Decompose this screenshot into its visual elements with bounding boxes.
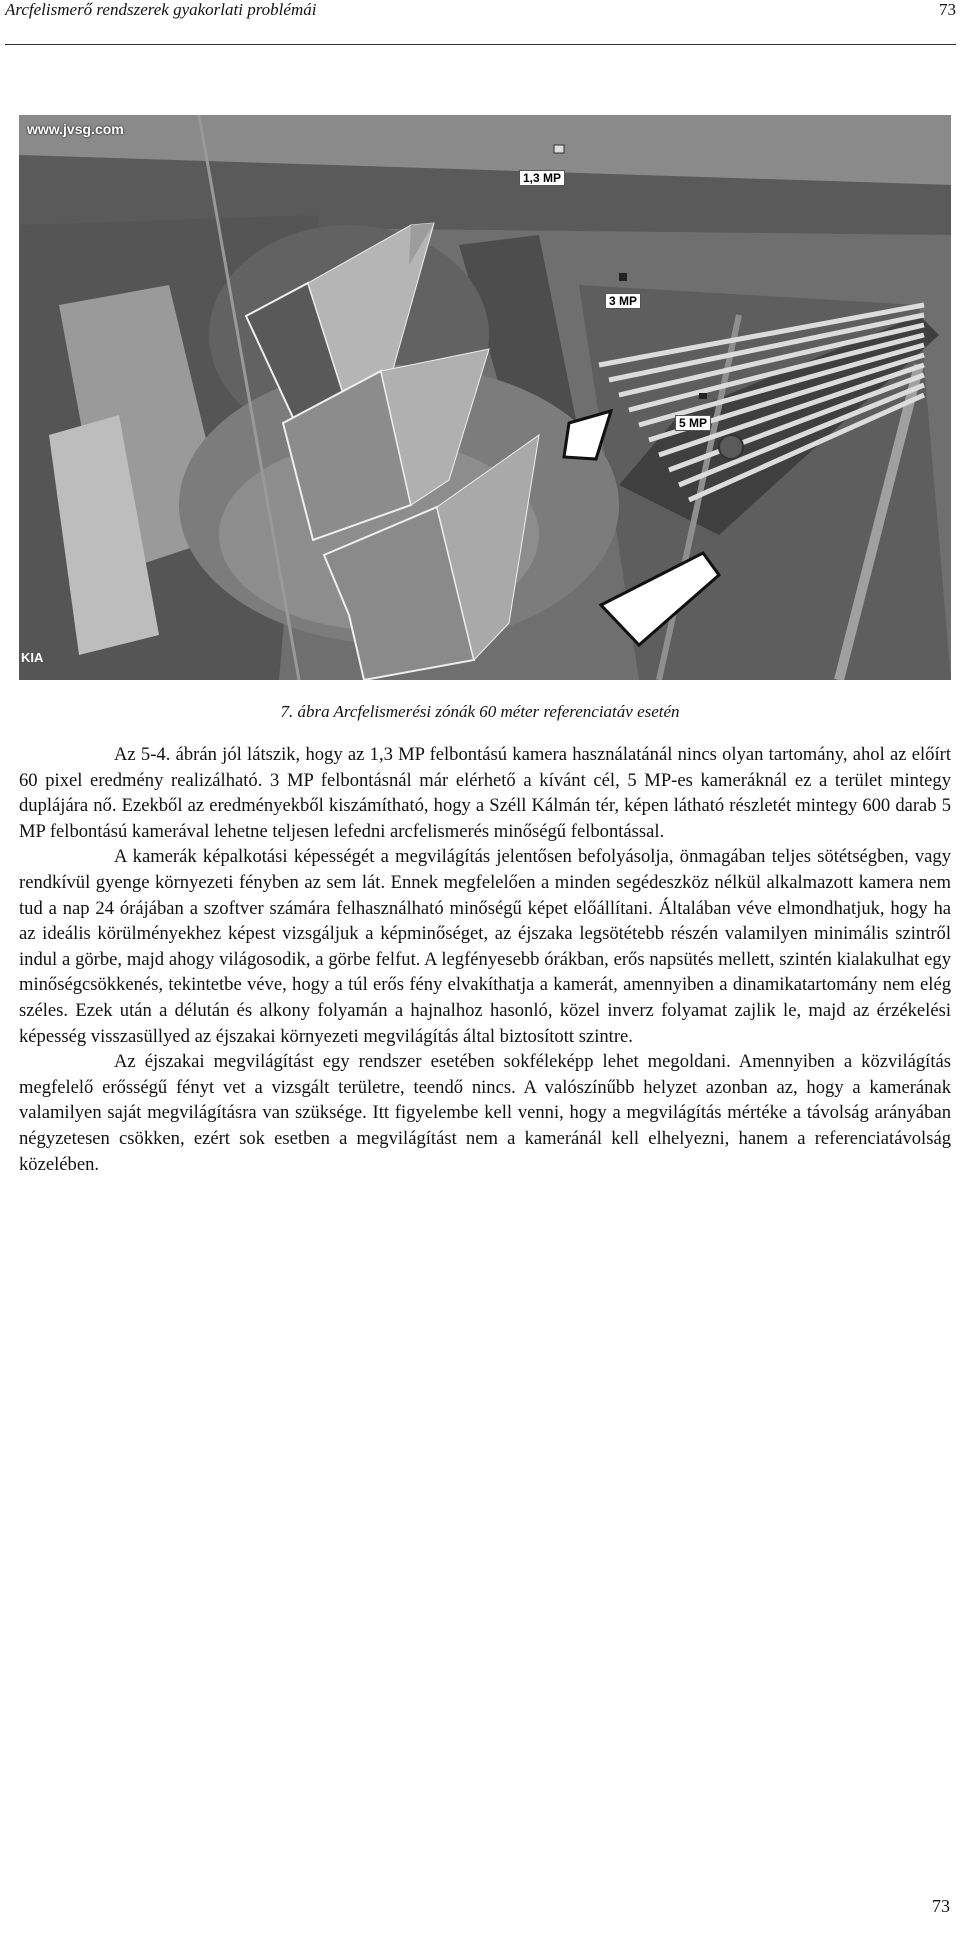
label-5mp: 5 MP — [675, 415, 711, 431]
header-page-number: 73 — [939, 0, 956, 19]
watermark: www.jvsg.com — [27, 121, 124, 137]
label-1-3mp: 1,3 MP — [519, 170, 565, 186]
aerial-image — [19, 115, 951, 680]
body-text — [19, 742, 951, 1177]
paragraph-2: A kamerák képalkotási képességét a megvilágítás jelentősen befolyásolja, önmagában teljes sötétségben, vagy rendkívül gyenge környezeti fényben az sem lát. Ennek megfelelően a minden segédeszköz nélkül alkalmazott kamera nem tud a nap 24 órájában a szoftver számára felhasználható minőségű képet előállítani. Általában véve elmondhatjuk, hogy ha az ideális körülményekhez képest vizsgáljuk a képminőséget, az éjszaka legsötétebb részén valamilyen minimális szintről indul a görbe, majd ahogy világosodik, a görbe felfut. A legfényesebb órákban, erős napsütés mellett, szintén kialakulhat egy minőségcsökkenés, tekintetbe véve, hogy a túl erős fény elvakíthatja a kamerát, amennyiben a dinamikatartomány nem elég széles. Ezek után a délután és alkony folyamán a hajnalhoz hasonló, közel inverz folyamat zajlik le, majd az érzékelési képesség visszasüllyed az éjszakai környezeti megvilágítás által biztosított szintre. — [19, 846, 951, 1047]
footer-page-number: 73 — [932, 1896, 950, 1916]
running-title: Arcfelismerő rendszerek gyakorlati problémái — [5, 0, 317, 19]
page-header — [5, 0, 956, 45]
figure-caption: 7. ábra Arcfelismerési zónák 60 méter referenciatáv esetén — [280, 702, 680, 721]
corner-mark: KIA — [21, 650, 44, 665]
label-3mp: 3 MP — [605, 293, 641, 309]
paragraph-3: Az éjszakai megvilágítást egy rendszer esetében sokféleképp lehet megoldani. Amennyiben a közvilágítás megfelelő erősségű fényt vet a vizsgált területre, teendő nincs. A valószínűbb helyzet azonban az, hogy a kamerának valamilyen saját megvilágításra van szüksége. Itt figyelembe kell venni, hogy a megvilágítás mértéke a távolság arányában négyzetesen csökken, ezért sok esetben a megvilágítást nem a kameránál kell elhelyezni, hanem a referenciatávolság közelében. — [19, 1051, 951, 1175]
paragraph-1: Az 5-4. ábrán jól látszik, hogy az 1,3 MP felbontású kamera használatánál nincs olyan tartomány, ahol az előírt 60 pixel eredmény realizálható. 3 MP felbontásnál már elérhető a kívánt cél, 5 MP-es kameráknál ez a terület mintegy duplájára nő. Ezekből az eredményekből kiszámítható, hogy a Széll Kálmán tér, képen látható részletét mintegy 600 darab 5 MP felbontású kamerával lehetne teljesen lefedni arcfelismerés minőségű felbontással. — [19, 744, 951, 842]
aerial-figure — [19, 115, 951, 680]
